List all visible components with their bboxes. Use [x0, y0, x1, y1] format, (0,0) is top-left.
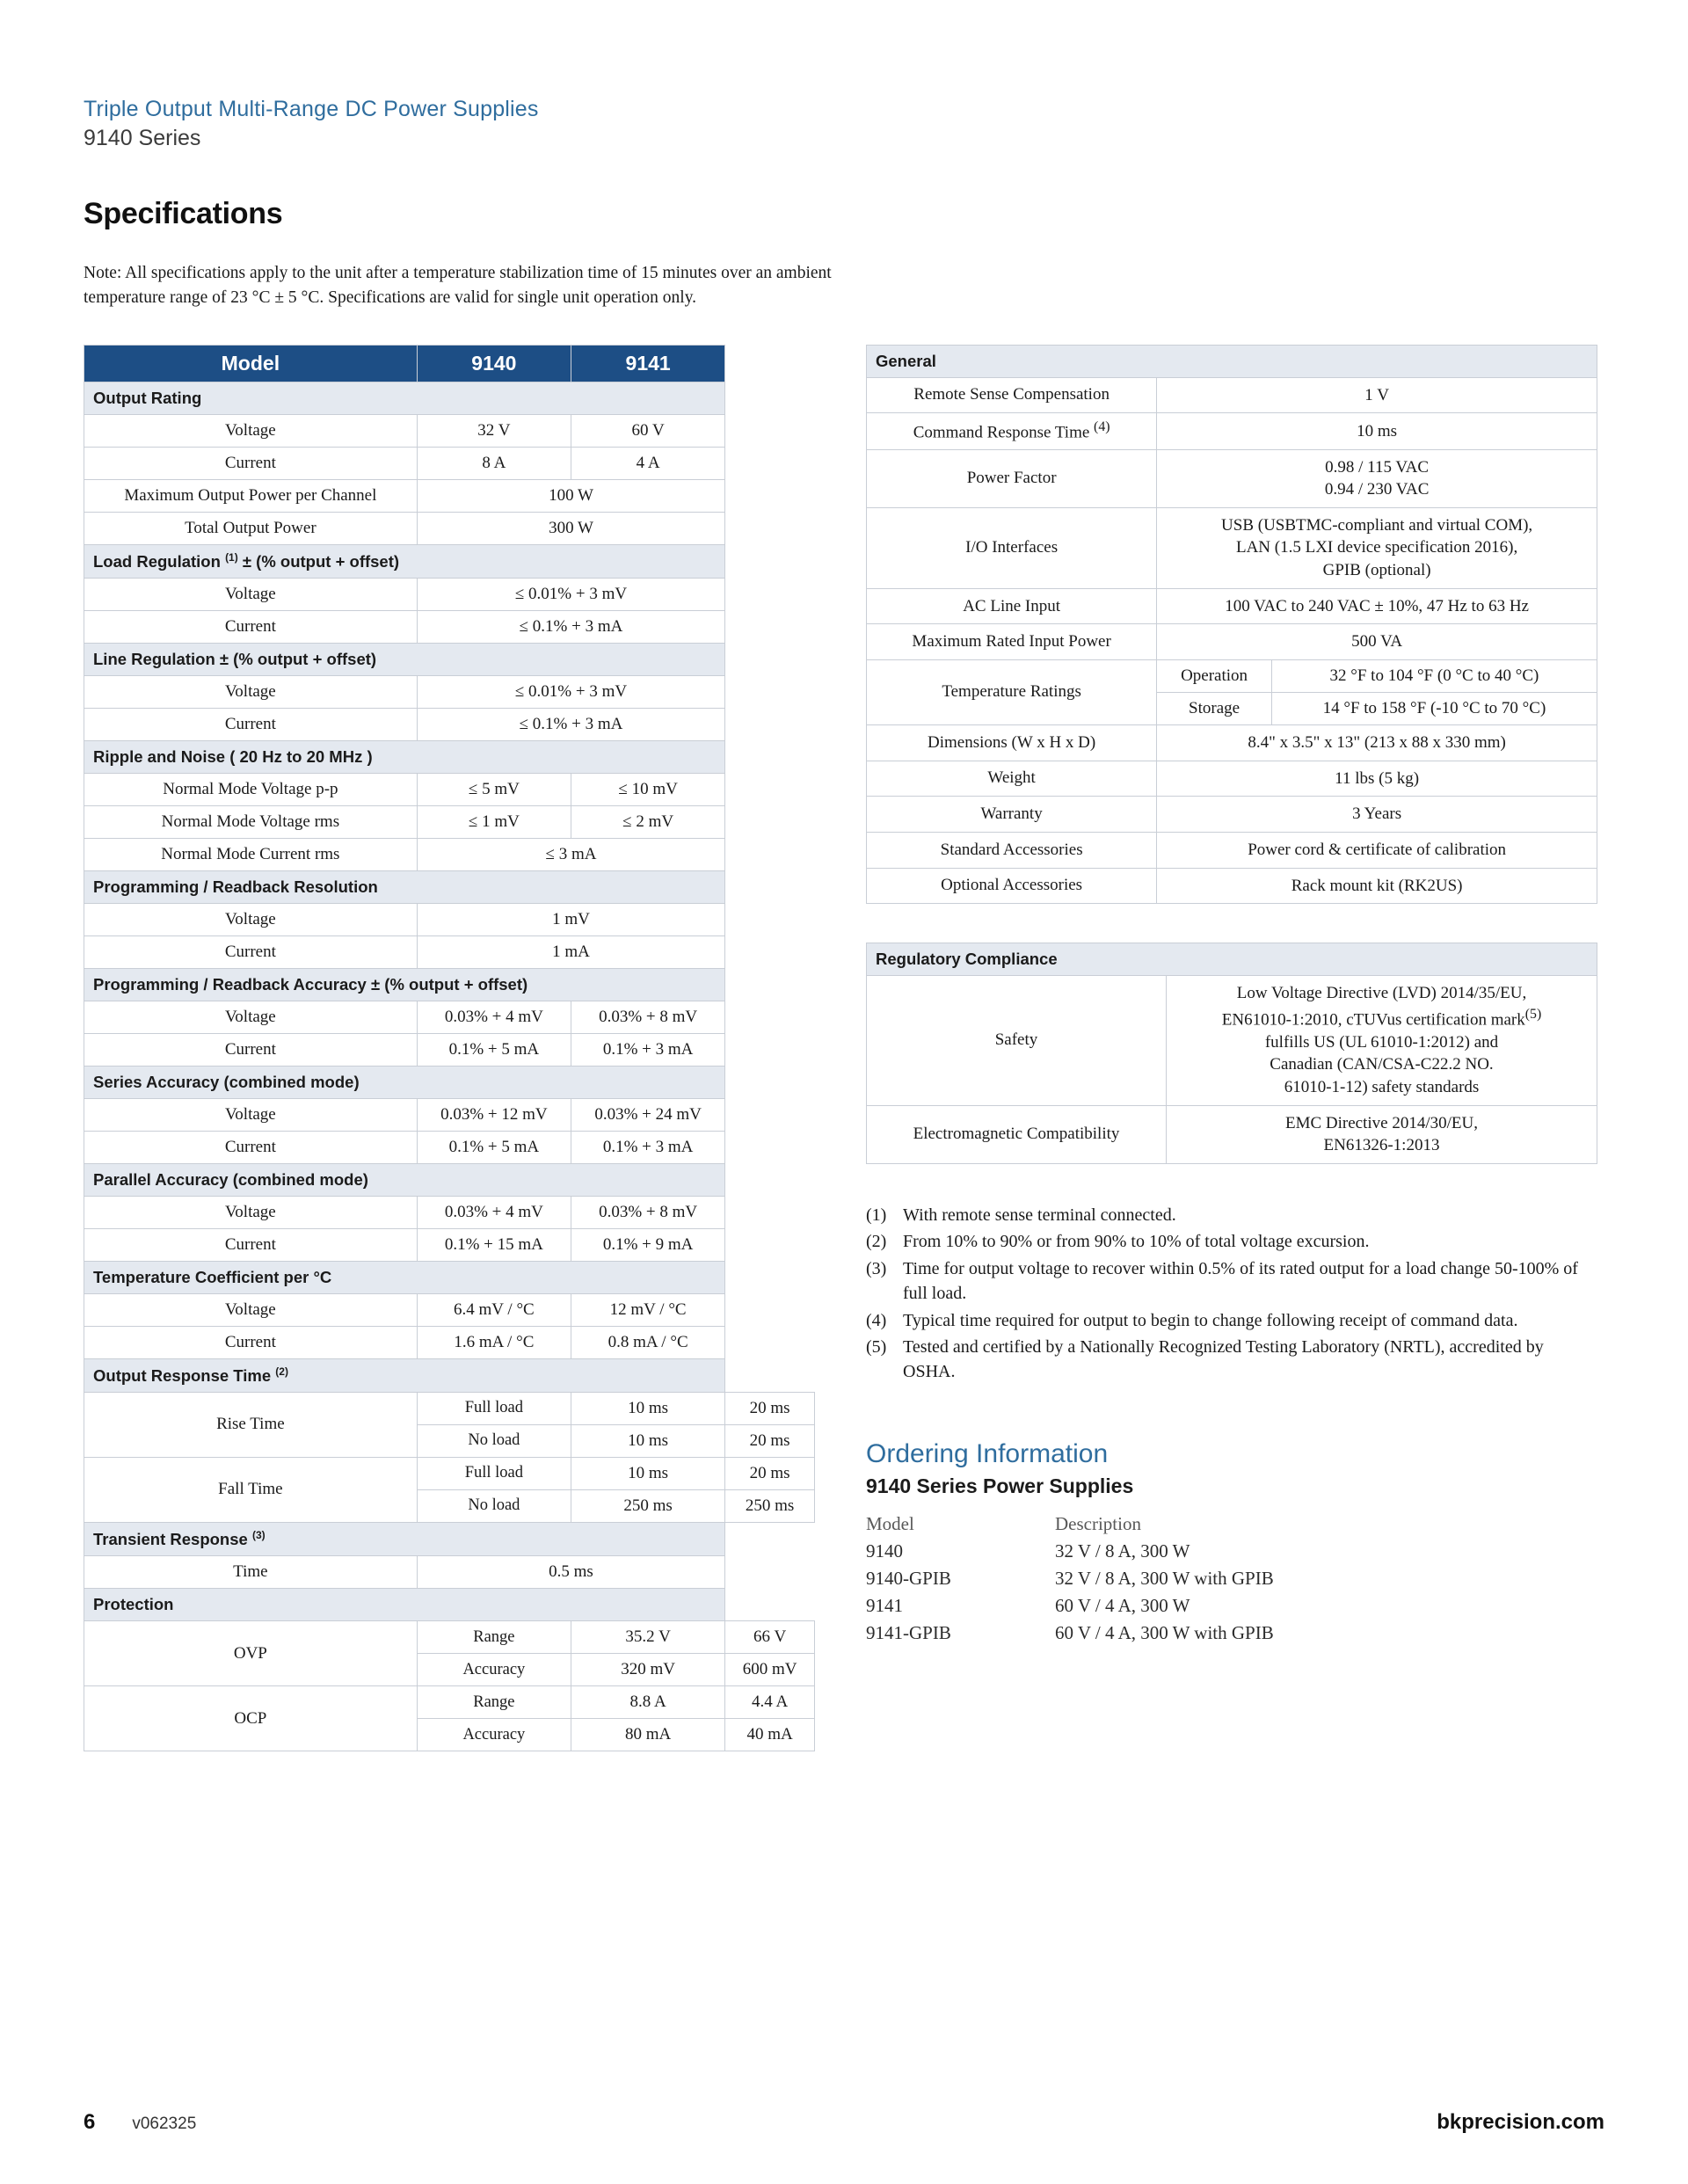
spec-section-row: [84, 643, 815, 675]
spec-value-9140: 80 mA: [571, 1719, 725, 1751]
temperature-ratings-label: Temperature Ratings: [867, 659, 1157, 724]
ordering-row: [866, 1592, 1597, 1620]
general-row: [867, 624, 1597, 660]
spec-row: [84, 1457, 815, 1489]
ordering-description: 32 V / 8 A, 300 W: [1055, 1540, 1190, 1562]
spec-value-9141: 0.1% + 3 mA: [571, 1131, 725, 1163]
response-time-group-label: Fall Time: [84, 1457, 418, 1522]
table-header-row: [84, 345, 815, 382]
spec-section-row: [84, 544, 815, 578]
spec-value-9141: 20 ms: [725, 1392, 815, 1424]
protection-group-label: OVP: [84, 1621, 418, 1686]
spec-value-9140: 250 ms: [571, 1489, 725, 1522]
specifications-body: [84, 382, 815, 1751]
general-section-row: [867, 345, 1597, 377]
general-row-label: Power Factor: [867, 449, 1157, 507]
spec-row-label: Voltage: [84, 903, 418, 935]
general-row-value: USB (USBTMC-compliant and virtual COM), LAN (1.5 LXI device specification 2016), GPIB (optional): [1157, 507, 1597, 588]
spec-row: [84, 838, 815, 870]
general-row-label: Standard Accessories: [867, 832, 1157, 868]
spec-row-value: ≤ 0.01% + 3 mV: [417, 675, 725, 708]
spec-value-9141: 250 ms: [725, 1489, 815, 1522]
spec-sub-label: Range: [417, 1686, 571, 1719]
general-row: [867, 507, 1597, 588]
spec-row-label: Current: [84, 1228, 418, 1261]
spec-row-value: ≤ 3 mA: [417, 838, 725, 870]
spec-row-value: ≤ 0.01% + 3 mV: [417, 578, 725, 610]
spec-section-label: Ripple and Noise ( 20 Hz to 20 MHz ): [84, 740, 725, 773]
spec-value-9141: 0.03% + 8 mV: [571, 1196, 725, 1228]
spec-row: [84, 903, 815, 935]
general-row: [867, 659, 1597, 692]
spec-value-9141: 66 V: [725, 1621, 815, 1654]
spec-row: [84, 1001, 815, 1033]
spec-value-9140: 0.1% + 5 mA: [417, 1033, 571, 1066]
spec-row-label: Maximum Output Power per Channel: [84, 479, 418, 512]
page-footer: [84, 2110, 1604, 2135]
spec-sub-label: No load: [417, 1489, 571, 1522]
spec-row-label: Voltage: [84, 1001, 418, 1033]
ordering-header-row: [866, 1511, 1597, 1538]
spec-row-label: Current: [84, 1326, 418, 1358]
spec-row-label: Current: [84, 610, 418, 643]
general-row: [867, 832, 1597, 868]
spec-row: [84, 512, 815, 544]
spec-row: [84, 1556, 815, 1589]
spec-section-label: Output Rating: [84, 382, 725, 414]
spec-section-row: [84, 1589, 815, 1621]
general-row: [867, 797, 1597, 833]
general-row-label: I/O Interfaces: [867, 507, 1157, 588]
spec-row-label: Voltage: [84, 675, 418, 708]
spec-value-9140: 0.1% + 5 mA: [417, 1131, 571, 1163]
document-header: [84, 97, 1604, 151]
spec-row-label: Normal Mode Voltage rms: [84, 805, 418, 838]
general-row: [867, 724, 1597, 761]
spec-row-label: Voltage: [84, 1098, 418, 1131]
footnote-item: [866, 1308, 1597, 1333]
spec-row: [84, 1098, 815, 1131]
regulatory-body: [867, 943, 1597, 1164]
general-row-value: 8.4" x 3.5" x 13" (213 x 88 x 330 mm): [1157, 724, 1597, 761]
spec-row: [84, 1686, 815, 1719]
footnote-text: From 10% to 90% or from 90% to 10% of total voltage excursion.: [903, 1232, 1370, 1252]
spec-value-9141: 40 mA: [725, 1719, 815, 1751]
regulatory-row: [867, 976, 1597, 1106]
spec-row-label: Current: [84, 447, 418, 479]
spec-row: [84, 708, 815, 740]
regulatory-row-label: Electromagnetic Compatibility: [867, 1105, 1167, 1163]
spec-row-label: Voltage: [84, 1196, 418, 1228]
content-columns: [84, 345, 1604, 1751]
ordering-model: 9141-GPIB: [866, 1621, 951, 1643]
spec-section-row: [84, 382, 815, 414]
spec-sub-label: Accuracy: [417, 1719, 571, 1751]
general-row-value: Power cord & certificate of calibration: [1157, 832, 1597, 868]
spec-value-9140: 8 A: [417, 447, 571, 479]
spec-sub-label: No load: [417, 1424, 571, 1457]
ordering-information-title: Ordering Information: [866, 1438, 1109, 1468]
footnote-number: (5): [866, 1336, 887, 1357]
ordering-row: [866, 1620, 1597, 1647]
general-row: [867, 588, 1597, 624]
general-row-value: 0.98 / 115 VAC 0.94 / 230 VAC: [1157, 449, 1597, 507]
general-row-label: AC Line Input: [867, 588, 1157, 624]
spec-section-row: [84, 1522, 815, 1555]
spec-row-value: ≤ 0.1% + 3 mA: [417, 610, 725, 643]
general-row-label: Command Response Time $^{(4)}$: [867, 413, 1157, 449]
footnotes-list: [866, 1203, 1597, 1385]
spec-row-label: Total Output Power: [84, 512, 418, 544]
spec-row: [84, 414, 815, 447]
general-row-value: Rack mount kit (RK2US): [1157, 868, 1597, 904]
spec-row-value: 300 W: [417, 512, 725, 544]
specifications-table: [84, 345, 815, 1751]
temperature-value: 14 °F to 158 °F (-10 °C to 70 °C): [1271, 692, 1597, 724]
spec-sub-label: Full load: [417, 1457, 571, 1489]
footnote-text: With remote sense terminal connected.: [903, 1205, 1176, 1225]
spec-row: [84, 479, 815, 512]
footnote-number: (4): [866, 1310, 887, 1330]
spec-section-label: Load Regulation $^{(1)}$ ± (% output + offset): [84, 544, 725, 578]
spec-section-label: Protection: [84, 1589, 725, 1621]
general-body: [867, 345, 1597, 904]
ordering-information-subtitle: 9140 Series Power Supplies: [866, 1474, 1134, 1497]
spec-value-9140: 10 ms: [571, 1392, 725, 1424]
temperature-value: 32 °F to 104 °F (0 °C to 40 °C): [1271, 659, 1597, 692]
regulatory-row-label: Safety: [867, 976, 1167, 1106]
general-row-label: Dimensions (W x H x D): [867, 724, 1157, 761]
general-row-value: 10 ms: [1157, 413, 1597, 449]
footnote-text: Typical time required for output to begin to change following receipt of command data.: [903, 1310, 1518, 1330]
spec-value-9140: 8.8 A: [571, 1686, 725, 1719]
spec-row-label: Voltage: [84, 1293, 418, 1326]
spec-row: [84, 1293, 815, 1326]
spec-row: [84, 1196, 815, 1228]
ordering-model: 9141: [866, 1594, 903, 1616]
general-row-value: 100 VAC to 240 VAC ± 10%, 47 Hz to 63 Hz: [1157, 588, 1597, 624]
spec-row: [84, 773, 815, 805]
spec-row: [84, 805, 815, 838]
regulatory-row: [867, 1105, 1597, 1163]
specifications-note: Note: All specifications apply to the unit after a temperature stabilization time of 15 minutes over an ambient temperature range of 23 °C ± 5 °C. Specifications are valid for single unit operation only.: [84, 264, 832, 308]
spec-row: [84, 1392, 815, 1424]
protection-group-label: OCP: [84, 1686, 418, 1751]
spec-value-9141: 60 V: [571, 414, 725, 447]
product-series-subtitle: 9140 Series: [84, 126, 201, 150]
spec-value-9141: 0.03% + 24 mV: [571, 1098, 725, 1131]
regulatory-section-label: Regulatory Compliance: [867, 943, 1597, 976]
page-title: Specifications: [84, 197, 283, 230]
spec-value-9140: 1.6 mA / °C: [417, 1326, 571, 1358]
spec-row: [84, 1033, 815, 1066]
general-row-label: Maximum Rated Input Power: [867, 624, 1157, 660]
company-website: bkprecision.com: [1437, 2110, 1604, 2134]
spec-value-9141: 0.1% + 9 mA: [571, 1228, 725, 1261]
response-time-group-label: Rise Time: [84, 1392, 418, 1457]
spec-value-9140: 35.2 V: [571, 1621, 725, 1654]
ordering-description: 60 V / 4 A, 300 W: [1055, 1594, 1190, 1616]
footnote-item: [866, 1229, 1597, 1254]
spec-row-label: Current: [84, 1033, 418, 1066]
general-row: [867, 377, 1597, 413]
spec-section-row: [84, 968, 815, 1001]
ordering-table: [866, 1511, 1597, 1647]
column-header-9141: 9141: [571, 345, 725, 382]
general-row-label: Warranty: [867, 797, 1157, 833]
general-row-value: 500 VA: [1157, 624, 1597, 660]
spec-row: [84, 1326, 815, 1358]
spec-section-row: [84, 1358, 815, 1392]
spec-value-9140: 0.1% + 15 mA: [417, 1228, 571, 1261]
spec-row: [84, 578, 815, 610]
spec-section-label: Output Response Time $^{(2)}$: [84, 1358, 725, 1392]
spec-value-9140: 6.4 mV / °C: [417, 1293, 571, 1326]
spec-row: [84, 935, 815, 968]
column-header-model: Model: [84, 345, 418, 382]
ordering-model: 9140-GPIB: [866, 1567, 951, 1589]
spec-value-9141: 4 A: [571, 447, 725, 479]
footnote-item: [866, 1335, 1597, 1385]
ordering-row: [866, 1538, 1597, 1565]
spec-row: [84, 447, 815, 479]
spec-section-label: Temperature Coefficient per °C: [84, 1261, 725, 1293]
column-header-9140: 9140: [417, 345, 571, 382]
footnote-number: (2): [866, 1232, 887, 1252]
spec-row-label: Voltage: [84, 414, 418, 447]
spec-section-label: Series Accuracy (combined mode): [84, 1066, 725, 1098]
footnote-text: Time for output voltage to recover within 0.5% of its rated output for a load change 50-100% of full load.: [903, 1258, 1578, 1304]
spec-sub-label: Range: [417, 1621, 571, 1654]
spec-section-label: Line Regulation ± (% output + offset): [84, 643, 725, 675]
spec-row: [84, 610, 815, 643]
right-column: [866, 345, 1597, 1647]
general-section-label: General: [867, 345, 1597, 377]
general-row: [867, 413, 1597, 449]
spec-value-9141: 0.1% + 3 mA: [571, 1033, 725, 1066]
ordering-body: [866, 1538, 1597, 1647]
spec-value-9141: ≤ 2 mV: [571, 805, 725, 838]
spec-row: [84, 675, 815, 708]
spec-row-label: Time: [84, 1556, 418, 1589]
general-row-value: 3 Years: [1157, 797, 1597, 833]
spec-section-row: [84, 740, 815, 773]
general-row-label: Remote Sense Compensation: [867, 377, 1157, 413]
general-row-value: 1 V: [1157, 377, 1597, 413]
page-number: 6: [84, 2110, 96, 2134]
spec-value-9141: 600 mV: [725, 1654, 815, 1686]
spec-section-row: [84, 1163, 815, 1196]
general-row-label: Weight: [867, 761, 1157, 797]
temperature-sub-label: Operation: [1157, 659, 1272, 692]
spec-section-row: [84, 1261, 815, 1293]
footnote-item: [866, 1203, 1597, 1227]
regulatory-section-row: [867, 943, 1597, 976]
spec-row: [84, 1131, 815, 1163]
spec-value-9141: 0.03% + 8 mV: [571, 1001, 725, 1033]
spec-row-label: Voltage: [84, 578, 418, 610]
footnote-item: [866, 1256, 1597, 1307]
spec-row-value: 1 mA: [417, 935, 725, 968]
general-row: [867, 449, 1597, 507]
spec-row-value: 0.5 ms: [417, 1556, 725, 1589]
general-row-value: 11 lbs (5 kg): [1157, 761, 1597, 797]
spec-value-9140: 10 ms: [571, 1457, 725, 1489]
spec-row: [84, 1228, 815, 1261]
footnote-text: Tested and certified by a Nationally Recognized Testing Laboratory (NRTL), accredited by OSHA.: [903, 1336, 1544, 1382]
regulatory-row-value: Low Voltage Directive (LVD) 2014/35/EU, EN61010-1:2010, cTUVus certification mark$^{(5)}$ fulfills US (UL 61010-1:2012) and Canadian (CAN/CSA-C22.2 NO. 61010-1-12) safety standards: [1167, 976, 1597, 1106]
spec-value-9140: ≤ 1 mV: [417, 805, 571, 838]
spec-row-value: 1 mV: [417, 903, 725, 935]
spec-section-label: Parallel Accuracy (combined mode): [84, 1163, 725, 1196]
spec-value-9141: 4.4 A: [725, 1686, 815, 1719]
general-row: [867, 868, 1597, 904]
spec-value-9140: ≤ 5 mV: [417, 773, 571, 805]
general-table: [866, 345, 1597, 905]
spec-value-9141: 12 mV / °C: [571, 1293, 725, 1326]
ordering-column-model: Model: [866, 1512, 914, 1534]
ordering-model: 9140: [866, 1540, 903, 1562]
spec-row-label: Current: [84, 935, 418, 968]
temperature-sub-label: Storage: [1157, 692, 1272, 724]
general-row: [867, 761, 1597, 797]
general-row-label: Optional Accessories: [867, 868, 1157, 904]
spec-value-9141: 20 ms: [725, 1424, 815, 1457]
left-column: [84, 345, 815, 1751]
ordering-column-description: Description: [1055, 1512, 1141, 1534]
spec-value-9140: 0.03% + 12 mV: [417, 1098, 571, 1131]
regulatory-table: [866, 943, 1597, 1164]
spec-row-label: Normal Mode Voltage p-p: [84, 773, 418, 805]
spec-value-9141: 0.8 mA / °C: [571, 1326, 725, 1358]
ordering-description: 32 V / 8 A, 300 W with GPIB: [1055, 1567, 1274, 1589]
spec-value-9141: ≤ 10 mV: [571, 773, 725, 805]
spec-sub-label: Accuracy: [417, 1654, 571, 1686]
spec-section-label: Programming / Readback Accuracy ± (% output + offset): [84, 968, 725, 1001]
spec-value-9141: 20 ms: [725, 1457, 815, 1489]
product-family-title: Triple Output Multi-Range DC Power Supplies: [84, 97, 539, 121]
spec-value-9140: 0.03% + 4 mV: [417, 1001, 571, 1033]
spec-value-9140: 0.03% + 4 mV: [417, 1196, 571, 1228]
spec-section-row: [84, 1066, 815, 1098]
spec-sub-label: Full load: [417, 1392, 571, 1424]
spec-row-label: Normal Mode Current rms: [84, 838, 418, 870]
regulatory-row-value: EMC Directive 2014/30/EU, EN61326-1:2013: [1167, 1105, 1597, 1163]
spec-row-value: ≤ 0.1% + 3 mA: [417, 708, 725, 740]
spec-row-value: 100 W: [417, 479, 725, 512]
spec-row-label: Current: [84, 708, 418, 740]
spec-value-9140: 32 V: [417, 414, 571, 447]
spec-section-row: [84, 870, 815, 903]
spec-row-label: Current: [84, 1131, 418, 1163]
ordering-description: 60 V / 4 A, 300 W with GPIB: [1055, 1621, 1274, 1643]
spec-section-label: Transient Response $^{(3)}$: [84, 1522, 725, 1555]
spec-row: [84, 1621, 815, 1654]
spec-section-label: Programming / Readback Resolution: [84, 870, 725, 903]
footnote-number: (1): [866, 1205, 887, 1225]
spec-value-9140: 320 mV: [571, 1654, 725, 1686]
spec-value-9140: 10 ms: [571, 1424, 725, 1457]
document-version: v062325: [132, 2115, 197, 2133]
footnote-number: (3): [866, 1258, 887, 1278]
ordering-row: [866, 1565, 1597, 1592]
